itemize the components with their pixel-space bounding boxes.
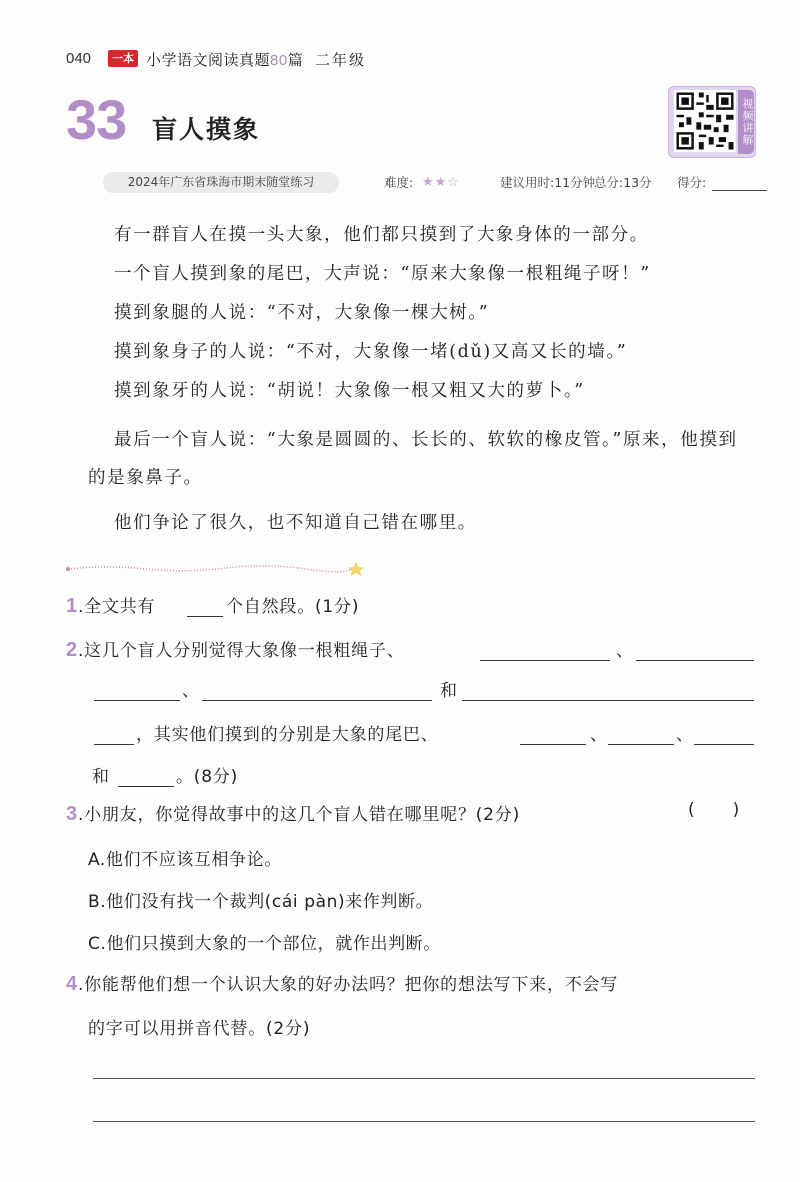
series-logo: 一本 — [108, 50, 138, 67]
separator: 、 — [182, 681, 200, 701]
passage-paragraph: 他们争论了很久，也不知道自己错在哪里。 — [114, 513, 477, 533]
answer-blank[interactable] — [118, 786, 174, 787]
passage-paragraph: 最后一个盲人说：“大象是圆圆的、长长的、软软的橡皮管。”原来，他摸到的是象鼻子。 — [88, 430, 738, 488]
answer-writing-line[interactable] — [93, 1078, 755, 1079]
separator: 、 — [616, 641, 634, 661]
answer-blank[interactable] — [694, 744, 754, 745]
conjunction: 和 — [92, 767, 110, 787]
passage-paragraph: 摸到象腿的人说：“不对，大象像一棵大树。” — [114, 303, 490, 323]
question-text: .全文共有 — [77, 597, 156, 617]
passage-paragraph: 有一群盲人在摸一头大象，他们都只摸到了大象身体的一部分。 — [114, 225, 649, 245]
series-suffix: 篇 — [287, 51, 304, 69]
question-number: 2 — [66, 639, 78, 661]
answer-blank[interactable] — [480, 660, 610, 661]
question-text-continued: 的字可以用拼音代替。(2分) — [88, 1019, 311, 1039]
conjunction: 和 — [440, 681, 458, 701]
question-1 — [66, 592, 756, 622]
difficulty-stars: ★★☆ — [422, 175, 460, 190]
passage-paragraph: 摸到象身子的人说：“不对，大象像一堵(dǔ)又高又长的墙。” — [114, 342, 628, 362]
question-text: .你能帮他们想一个认识大象的好办法吗？把你的想法写下来，不会写 — [77, 975, 619, 995]
answer-parentheses[interactable]: ( ) — [688, 800, 741, 820]
decorative-divider — [66, 560, 366, 576]
star-icon — [348, 562, 364, 576]
total-score: 总分:13分 — [594, 175, 652, 190]
option-a[interactable]: A.他们不应该互相争论。 — [88, 850, 282, 870]
question-number: 1 — [66, 595, 78, 617]
answer-writing-line[interactable] — [93, 1121, 755, 1122]
suggested-time: 建议用时:11分钟 — [500, 175, 596, 190]
qr-code-icon[interactable] — [674, 90, 736, 152]
series-name — [146, 49, 303, 70]
question-2 — [66, 636, 756, 796]
answer-blank[interactable] — [187, 616, 223, 617]
option-b[interactable]: B.他们没有找一个裁判(cái pàn)来作判断。 — [88, 892, 434, 912]
grade-label: 二年级 — [315, 51, 367, 69]
answer-blank[interactable] — [94, 700, 180, 701]
question-number: 4 — [66, 973, 78, 995]
answer-blank[interactable] — [520, 744, 586, 745]
answer-blank[interactable] — [462, 700, 754, 701]
question-text: 。(8分) — [176, 767, 239, 787]
passage-paragraph: 摸到象牙的人说：“胡说！大象像一根又粗又大的萝卜。” — [114, 381, 585, 401]
page-number: 040 — [66, 50, 92, 67]
answer-blank[interactable] — [636, 660, 754, 661]
question-number: 3 — [66, 803, 78, 825]
series-name-text: 小学语文阅读真题 — [146, 51, 271, 69]
answer-blank[interactable] — [94, 744, 134, 745]
question-text: .小朋友，你觉得故事中的这几个盲人错在哪里呢？(2分) — [77, 805, 521, 825]
option-c[interactable]: C.他们只摸到大象的一个部位，就作出判断。 — [88, 934, 441, 954]
answer-blank[interactable] — [202, 700, 432, 701]
lesson-number: 33 — [66, 88, 127, 151]
lesson-title: 盲人摸象 — [152, 115, 261, 144]
question-3 — [66, 800, 756, 830]
answer-blank[interactable] — [608, 744, 674, 745]
source-badge: 2024年广东省珠海市期末随堂练习 — [103, 172, 339, 193]
question-text: 个自然段。(1分) — [226, 597, 360, 617]
separator: 、 — [590, 725, 608, 745]
question-4 — [66, 970, 756, 1000]
score-label: 得分: — [677, 175, 707, 190]
separator: 、 — [676, 725, 694, 745]
question-text: .这几个盲人分别觉得大象像一根粗绳子、 — [77, 641, 405, 661]
question-text: ，其实他们摸到的分别是大象的尾巴、 — [136, 725, 439, 745]
passage-paragraph: 一个盲人摸到象的尾巴，大声说：“原来大象像一根粗绳子呀！” — [114, 264, 651, 284]
video-explanation-label: 视频讲解 — [738, 90, 754, 154]
score-blank[interactable] — [712, 190, 767, 191]
difficulty-label: 难度: — [384, 175, 414, 190]
series-count: 80 — [270, 52, 288, 69]
